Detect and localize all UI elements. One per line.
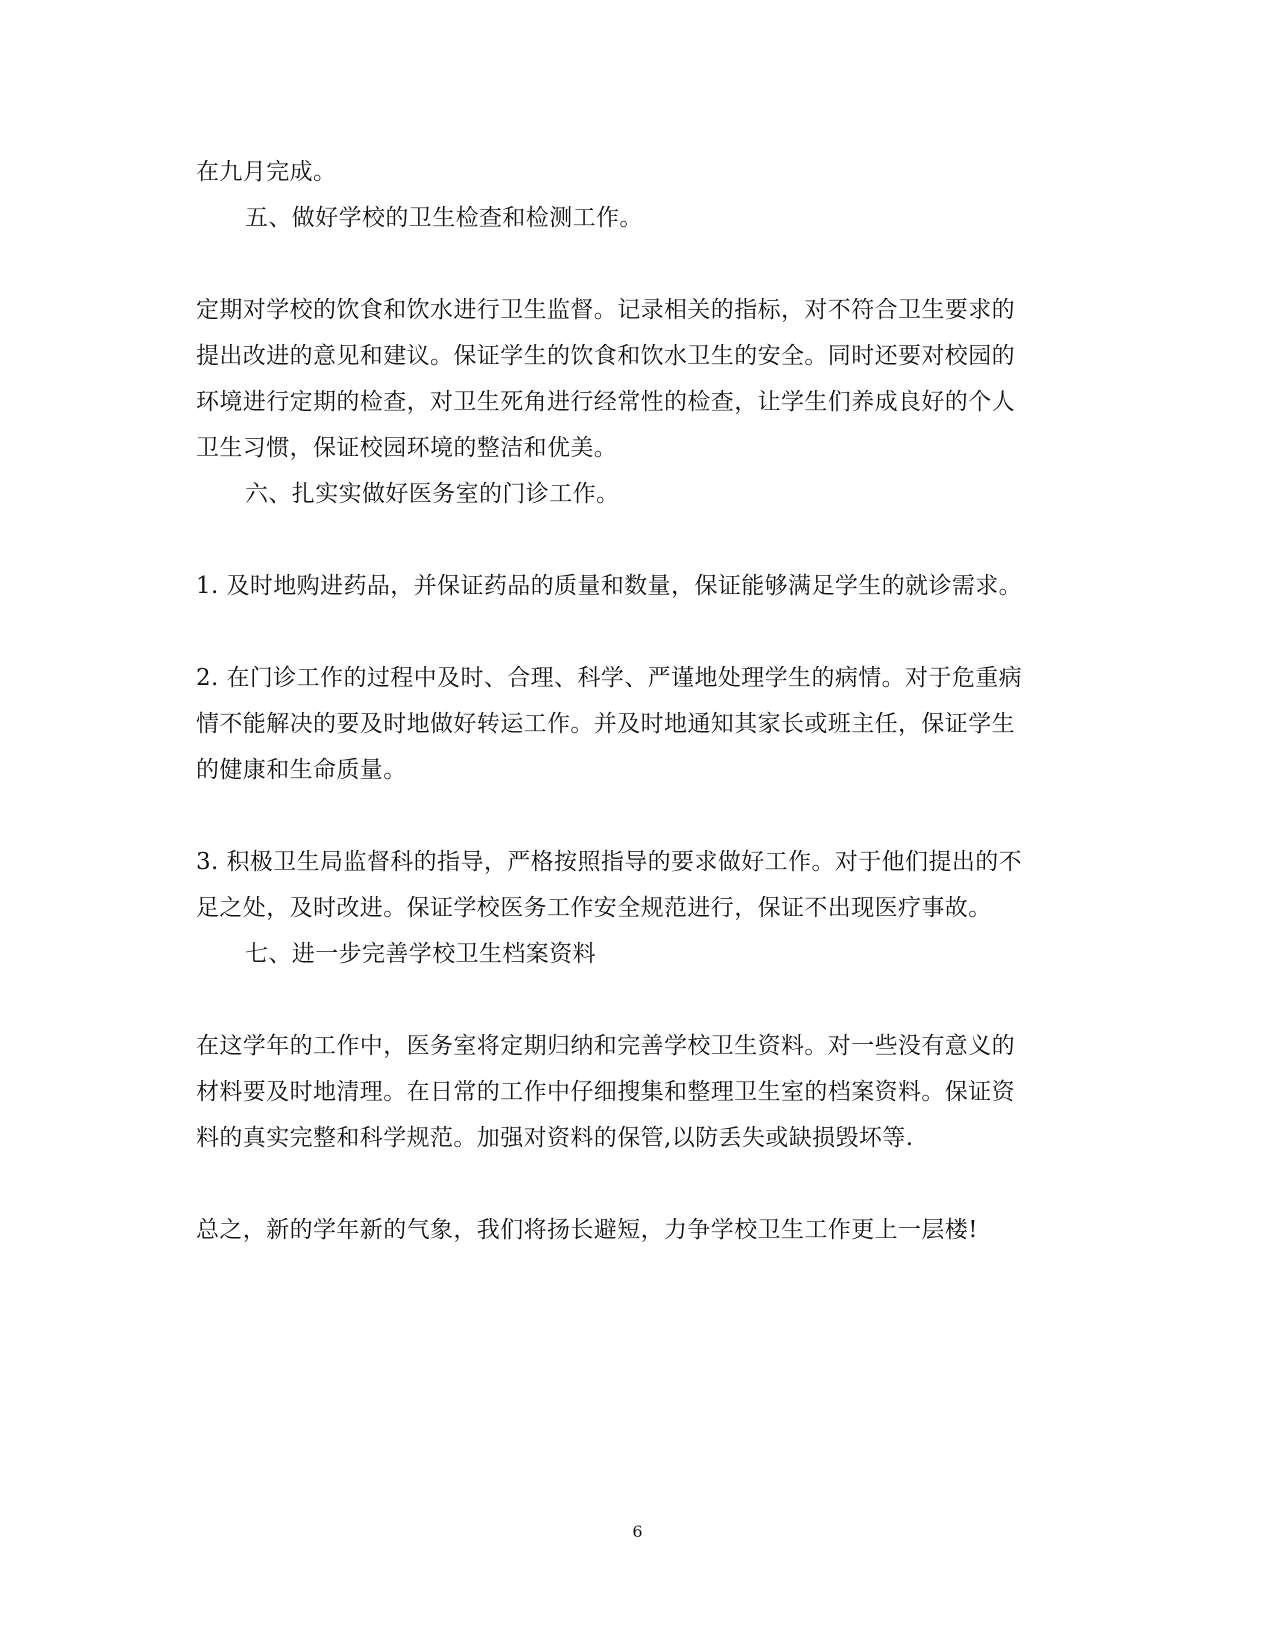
list-item-line: 情不能解决的要及时地做好转运工作。并及时地通知其家长或班主任，保证学生 <box>196 711 1015 737</box>
list-item-line: 1. 及时地购进药品，并保证药品的质量和数量，保证能够满足学生的就诊需求。 <box>196 573 1023 599</box>
paragraph-line: 定期对学校的饮食和饮水进行卫生监督。记录相关的指标，对不符合卫生要求的 <box>196 297 1015 323</box>
section-heading-7: 七、进一步完善学校卫生档案资料 <box>245 941 596 967</box>
list-item-line: 2. 在门诊工作的过程中及时、合理、科学、严谨地处理学生的病情。对于危重病 <box>196 665 1023 691</box>
paragraph-line: 材料要及时地清理。在日常的工作中仔细搜集和整理卫生室的档案资料。保证资 <box>196 1079 1015 1105</box>
section-heading-5: 五、做好学校的卫生检查和检测工作。 <box>245 205 643 231</box>
paragraph-line: 提出改进的意见和建议。保证学生的饮食和饮水卫生的安全。同时还要对校园的 <box>196 343 1015 369</box>
continuation-text: 在九月完成。 <box>196 159 337 185</box>
paragraph-line: 在这学年的工作中，医务室将定期归纳和完善学校卫生资料。对一些没有意义的 <box>196 1033 1015 1059</box>
paragraph-line: 环境进行定期的检查，对卫生死角进行经常性的检查，让学生们养成良好的个人 <box>196 389 1015 415</box>
paragraph-line: 料的真实完整和科学规范。加强对资料的保管,以防丢失或缺损毁坏等. <box>196 1125 914 1151</box>
list-item-line: 的健康和生命质量。 <box>196 757 407 783</box>
list-item-line: 足之处，及时改进。保证学校医务工作安全规范进行，保证不出现医疗事故。 <box>196 895 992 921</box>
conclusion-text: 总之，新的学年新的气象，我们将扬长避短，力争学校卫生工作更上一层楼! <box>196 1217 978 1243</box>
section-heading-6: 六、扎实实做好医务室的门诊工作。 <box>245 481 620 507</box>
paragraph-line: 卫生习惯，保证校园环境的整洁和优美。 <box>196 435 618 461</box>
page-number: 6 <box>632 1522 643 1541</box>
list-item-line: 3. 积极卫生局监督科的指导，严格按照指导的要求做好工作。对于他们提出的不 <box>196 849 1023 875</box>
